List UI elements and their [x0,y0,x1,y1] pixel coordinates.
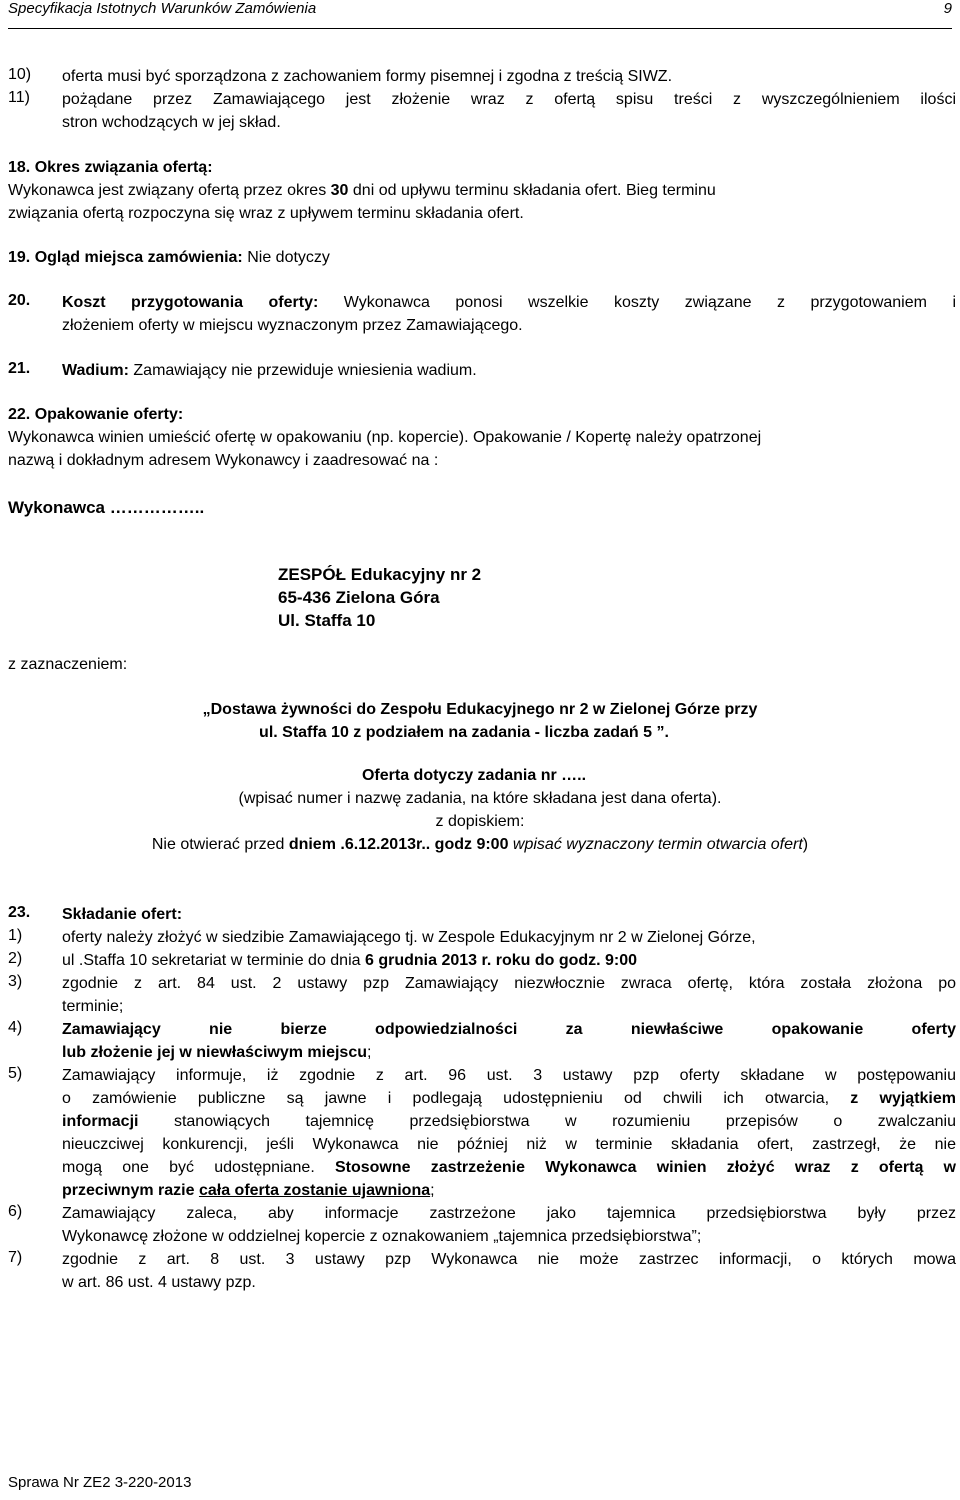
do-not-open-line: Nie otwierać przed dniem .6.12.2013r.. godz 9:00 wpisać wyznaczony termin otwarcia ofert) [151,836,809,853]
case-number-footer: Sprawa Nr ZE2 3-220-2013 [8,1474,192,1491]
list-number: 5) [8,1065,23,1082]
section-22-text: Wykonawca winien umieścić ofertę w opakowaniu (np. kopercie). Opakowanie / Kopertę należy opatrzonej [8,429,762,446]
section-23-title: Składanie ofert: [62,906,183,923]
page-number: 9 [943,0,952,17]
section-20-text: Koszt przygotowania oferty: Wykonawca ponosi wszelkie koszty związane z przygotowaniem i [62,294,956,311]
list-item-text: Zamawiający nie bierze odpowiedzialności za niewłaściwe opakowanie oferty [62,1021,956,1038]
list-item-text: zgodnie z art. 8 ust. 3 ustawy pzp Wykonawca nie może zastrzec informacji, o których mowa [62,1251,956,1268]
list-item-text: oferta musi być sporządzona z zachowaniem formy pisemnej i zgodna z treścią SIWZ. [62,68,673,85]
list-item-text: terminie; [62,998,124,1015]
section-21-text: Wadium: Zamawiający nie przewiduje wniesienia wadium. [62,362,477,379]
address-line: ZESPÓŁ Edukacyjny nr 2 [278,565,482,584]
list-item-text: Zamawiający zaleca, aby informacje zastrzeżone jako tajemnica przedsiębiorstwa były przez [62,1205,956,1222]
list-number: 3) [8,973,23,990]
list-item-text: Zamawiający informuje, iż zgodnie z art. 96 ust. 3 ustawy pzp oferty składane w postępowaniu [62,1067,956,1084]
list-item-text: w art. 86 ust. 4 ustawy pzp. [62,1274,256,1291]
recipient-address [278,563,481,632]
list-number: 7) [8,1249,23,1266]
address-line: 65-436 Zielona Góra [278,588,440,607]
annotation-label: z dopiskiem: [435,813,525,830]
section-number: 20. [8,292,31,309]
list-item-text: lub złożenie jej w niewłaściwym miejscu; [62,1044,372,1061]
list-item-text: nieuczciwej konkurencji, jeśli Wykonawca nie później niż w terminie składania ofert, zastrzegł, że nie [62,1136,956,1153]
section-22-title: 22. Opakowanie oferty: [8,406,184,423]
list-number: 4) [8,1019,23,1036]
section-20-text: złożeniem oferty w miejscu wyznaczonym przez Zamawiającego. [62,317,523,334]
offer-instruction: (wpisać numer i nazwę zadania, na które składana jest dana oferta). [238,790,722,807]
list-number: 10) [8,66,32,83]
list-number: 11) [8,89,30,106]
section-number: 21. [8,360,31,377]
offer-task-line: Oferta dotyczy zadania nr ….. [361,767,587,784]
list-item-text: przeciwnym razie cała oferta zostanie ujawniona; [62,1182,435,1199]
section-18-text: związania ofertą rozpoczyna się wraz z upływem terminu składania ofert. [8,205,524,222]
list-item-text: ul .Staffa 10 sekretariat w terminie do dnia 6 grudnia 2013 r. roku do godz. 9:00 [62,952,638,969]
list-item-text: zgodnie z art. 84 ust. 2 ustawy pzp Zamawiający niezwłocznie zwraca ofertę, która została złożona po [62,975,956,992]
list-number: 2) [8,950,23,967]
delivery-title: ul. Staffa 10 z podziałem na zadania - liczba zadań 5 ”. [259,724,669,741]
section-19: 19. Ogląd miejsca zamówienia: Nie dotyczy [8,249,330,266]
section-18-text: Wykonawca jest związany ofertą przez okres 30 dni od upływu terminu składania ofert. Bieg terminu [8,182,716,199]
document-title: Specyfikacja Istotnych Warunków Zamówienia [8,0,317,17]
marking-label: z zaznaczeniem: [8,656,128,673]
list-item-text: mogą one być udostępniane. Stosowne zastrzeżenie Wykonawca winien złożyć wraz z ofertą w [62,1159,956,1176]
list-item-text: Wykonawcę złożone w oddzielnej kopercie z oznakowaniem „tajemnica przedsiębiorstwa”; [62,1228,702,1245]
list-item-text: o zamówienie publiczne są jawne i podlegają udostępnieniu od chwili ich otwarcia, z wyjątkiem [62,1090,956,1107]
section-22-text: nazwą i dokładnym adresem Wykonawcy i zaadresować na : [8,452,439,469]
section-18-title: 18. Okres związania ofertą: [8,159,213,176]
list-number: 6) [8,1203,23,1220]
delivery-title: „Dostawa żywności do Zespołu Edukacyjnego nr 2 w Zielonej Górze przy [202,701,758,718]
section-number: 23. [8,904,31,921]
address-line: Ul. Staffa 10 [278,611,376,630]
list-item-text: pożądane przez Zamawiającego jest złożenie wraz z ofertą spisu treści z wyszczególnieniem ilości [62,91,956,108]
wykonawca-label: Wykonawca …………….. [8,498,205,517]
list-item-text: stron wchodzących w jej skład. [62,114,281,131]
page-header [8,0,952,29]
list-item-text: oferty należy złożyć w siedzibie Zamawiającego tj. w Zespole Edukacyjnym nr 2 w Zielonej Górze, [62,929,756,946]
list-number: 1) [8,927,23,944]
list-item-text: informacji stanowiących tajemnicę przedsiębiorstwa w rozumieniu przepisów o zwalczaniu [62,1113,956,1130]
